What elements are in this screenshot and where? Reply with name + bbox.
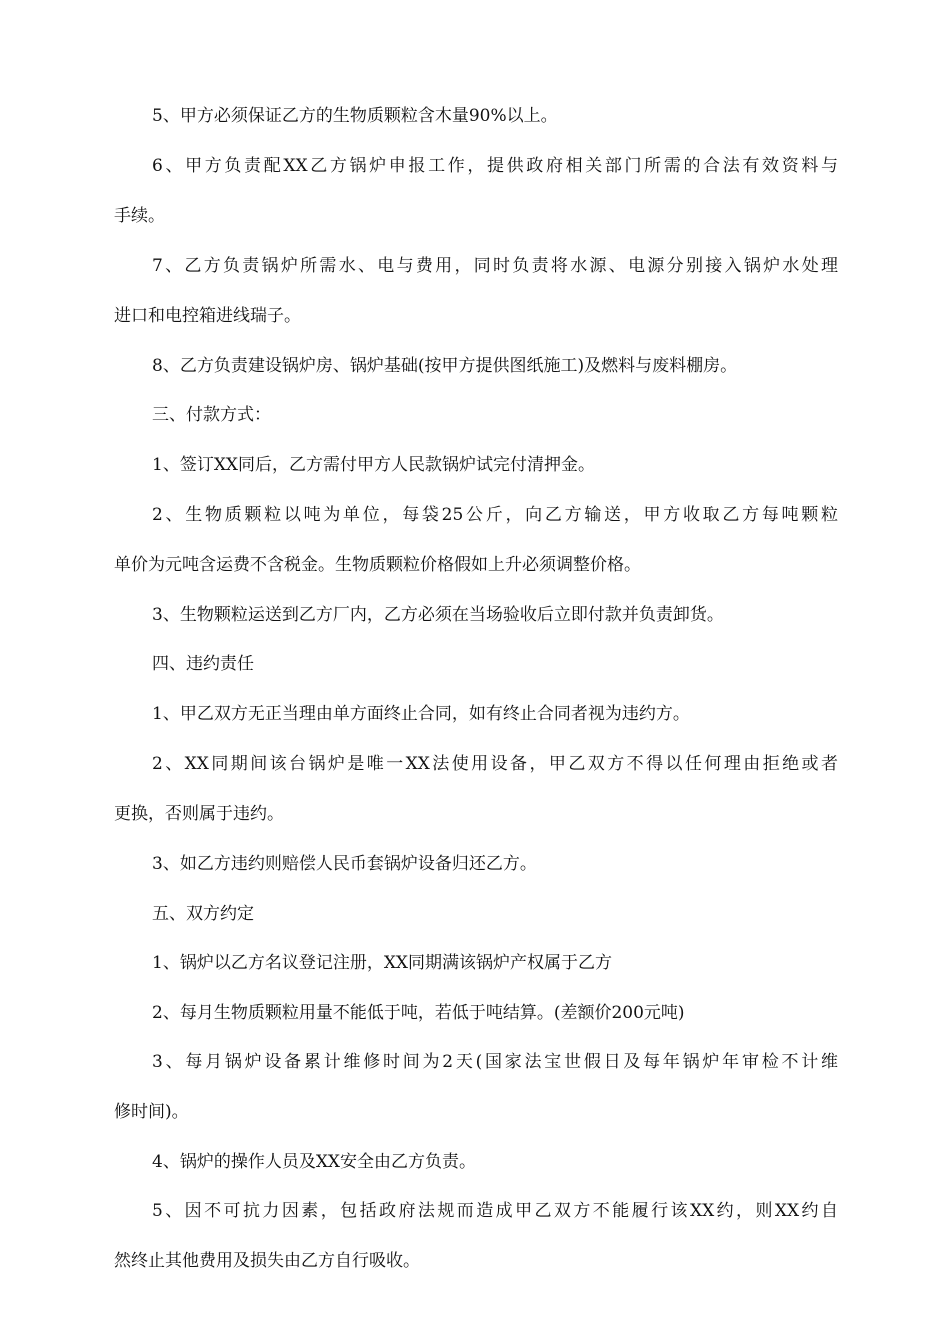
payment-clause-2-line-2: 单价为元吨含运费不含税金。生物质颗粒价格假如上升必须调整价格。 [114,555,641,575]
clause-7-line-2: 进口和电控箱进线瑞子。 [114,306,301,326]
section-heading-payment: 三、付款方式： [152,405,271,425]
section-heading-breach: 四、违约责任 [152,654,254,674]
breach-clause-2-line-2: 更换，否则属于违约。 [114,804,284,824]
clause-6-line-1: 6、甲方负责配XX乙方锅炉申报工作，提供政府相关部门所需的合法有效资料与 [152,156,838,176]
agreement-clause-5-line-2: 然终止其他费用及损失由乙方自行吸收。 [114,1251,420,1271]
breach-clause-2-line-1: 2、XX同期间该台锅炉是唯一XX法使用设备，甲乙双方不得以任何理由拒绝或者 [152,754,838,774]
clause-5-line-1: 5、甲方必须保证乙方的生物质颗粒含木量90%以上。 [152,106,558,126]
breach-clause-3-line-1: 3、如乙方违约则赔偿人民币套锅炉设备归还乙方。 [152,854,537,874]
section-heading-agreement: 五、双方约定 [152,904,254,924]
agreement-clause-5-line-1: 5、因不可抗力因素，包括政府法规而造成甲乙双方不能履行该XX约，则XX约自 [152,1201,838,1221]
agreement-clause-1-line-1: 1、锅炉以乙方名议登记注册，XX同期满该锅炉产权属于乙方 [152,953,613,973]
payment-clause-2-line-1: 2、生物质颗粒以吨为单位，每袋25公斤，向乙方输送，甲方收取乙方每吨颗粒 [152,505,838,525]
payment-clause-3-line-1: 3、生物颗粒运送到乙方厂内，乙方必须在当场验收后立即付款并负责卸货。 [152,605,724,625]
agreement-clause-3-line-2: 修时间)。 [114,1102,189,1122]
payment-clause-1-line-1: 1、签订XX同后，乙方需付甲方人民款锅炉试完付清押金。 [152,455,596,475]
clause-7-line-1: 7、乙方负责锅炉所需水、电与费用，同时负责将水源、电源分别接入锅炉水处理 [152,256,838,276]
breach-clause-1-line-1: 1、甲乙双方无正当理由单方面终止合同，如有终止合同者视为违约方。 [152,704,690,724]
agreement-clause-4-line-1: 4、锅炉的操作人员及XX安全由乙方负责。 [152,1152,477,1172]
clause-8-line-1: 8、乙方负责建设锅炉房、锅炉基础(按甲方提供图纸施工)及燃料与废料棚房。 [152,356,738,376]
clause-6-line-2: 手续。 [114,206,165,226]
agreement-clause-2-line-1: 2、每月生物质颗粒用量不能低于吨，若低于吨结算。(差额价200元吨) [152,1003,685,1023]
agreement-clause-3-line-1: 3、每月锅炉设备累计维修时间为2天(国家法宝世假日及每年锅炉年审检不计维 [152,1052,838,1072]
